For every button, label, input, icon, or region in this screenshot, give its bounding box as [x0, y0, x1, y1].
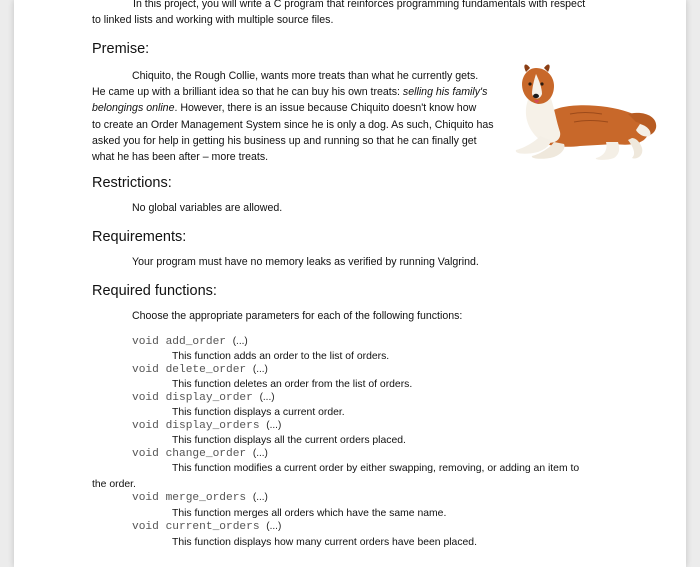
premise-line-2-text: He came up with a brilliant idea so that he can buy his own treats: — [92, 86, 403, 99]
function-description-change-order: This function modifies a current order by either swapping, removing, or adding an item to — [172, 463, 580, 474]
function-signature-current-orders — [132, 521, 281, 533]
premise-line-3 — [92, 100, 512, 116]
premise-heading: Premise: — [92, 41, 150, 57]
requirements-heading: Requirements: — [92, 229, 187, 245]
function-signature-display-orders — [132, 420, 281, 432]
function-signature-add-order — [132, 336, 248, 348]
premise-paragraph — [92, 68, 512, 165]
restrictions-heading: Restrictions: — [92, 175, 172, 191]
function-name: void delete_order — [132, 364, 247, 376]
function-name: void change_order — [132, 448, 247, 460]
requirements-text: Your program must have no memory leaks as verified by running Valgrind. — [132, 256, 479, 268]
function-description-delete-order: This function deletes an order from the list of orders. — [172, 379, 413, 390]
premise-line-6: what he has been after – more treats. — [92, 151, 269, 164]
function-params: (...) — [252, 364, 268, 375]
function-params: (...) — [252, 448, 268, 459]
intro-line-2: to linked lists and working with multiple source files. — [92, 14, 334, 26]
function-name: void display_orders — [132, 420, 260, 432]
function-description-change-order-cont: the order. — [92, 479, 136, 490]
function-description-add-order: This function adds an order to the list of orders. — [172, 351, 390, 362]
premise-line-3-emphasis: belongings online — [92, 102, 175, 115]
document-page — [14, 0, 686, 567]
required-functions-heading: Required functions: — [92, 283, 217, 299]
restrictions-text: No global variables are allowed. — [132, 202, 283, 214]
premise-line-2-emphasis: selling his family's — [402, 86, 488, 99]
function-signature-delete-order — [132, 364, 268, 376]
function-name: void add_order — [132, 336, 226, 348]
premise-line-4: to create an Order Management System since he is only a dog. As such, Chiquito has — [92, 118, 494, 131]
function-signature-merge-orders — [132, 492, 268, 504]
function-params: (...) — [259, 392, 275, 403]
function-description-current-orders: This function displays how many current orders have been placed. — [172, 537, 477, 548]
premise-line-3-text: . However, there is an issue because Chiquito doesn't know how — [174, 102, 477, 115]
required-functions-intro: Choose the appropriate parameters for each of the following functions: — [132, 310, 463, 322]
intro-line-1: In this project, you will write a C program that reinforces programming fundamentals with respect — [133, 0, 586, 10]
function-description-display-orders: This function displays all the current orders placed. — [172, 435, 406, 446]
function-signature-display-order — [132, 392, 275, 404]
premise-line-1: Chiquito, the Rough Collie, wants more treats than what he currently gets. — [132, 70, 479, 82]
function-name: void display_order — [132, 392, 253, 404]
function-params: (...) — [266, 420, 282, 431]
function-description-merge-orders: This function merges all orders which have the same name. — [172, 508, 447, 519]
premise-line-5: asked you for help in getting his business up and running so that he can finally get — [92, 134, 477, 147]
function-name: void merge_orders — [132, 492, 247, 504]
function-description-display-order: This function displays a current order. — [172, 407, 345, 418]
function-params: (...) — [232, 336, 248, 347]
function-name: void current_orders — [132, 521, 260, 533]
function-params: (...) — [266, 521, 282, 532]
premise-line-2 — [92, 84, 512, 100]
function-signature-change-order — [132, 448, 268, 460]
function-params: (...) — [252, 492, 268, 503]
rough-collie-illustration — [510, 62, 660, 162]
